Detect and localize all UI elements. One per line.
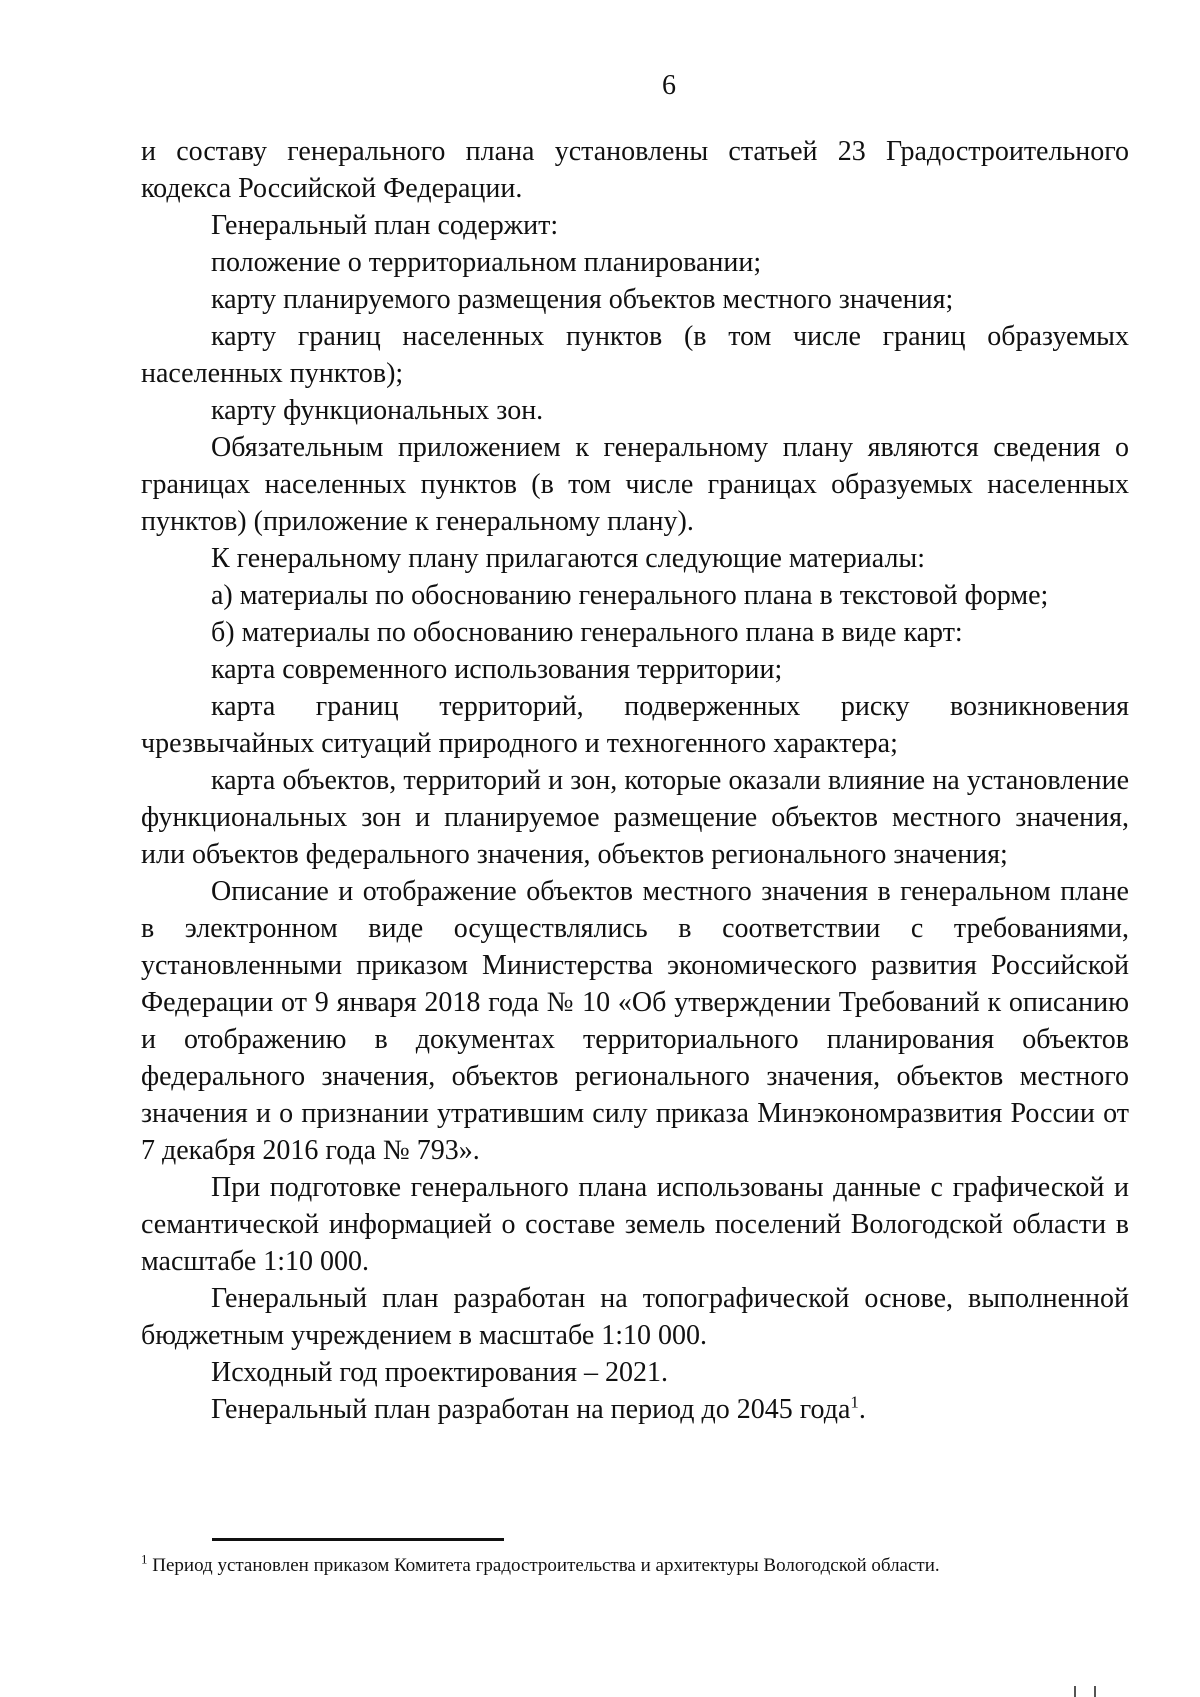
paragraph: Описание и отображение объектов местного значения в генеральном плане в электронном виде осуществлялись в соответствии с требованиями, установленными приказом Министерства экономического развития Российской Федерации от 9 января 2018 года № 10 «Об утверждении Требований к описанию и отображению в документах территориального планирования объектов федерального значения, объектов регионального значения, объектов местного значения и о признании утратившим силу приказа Минэкономразвития России от 7 декабря 2016 года № 793». — [141, 876, 1129, 1166]
footnote-separator — [212, 1538, 504, 1541]
paragraph: Генеральный план разработан на топографической основе, выполненной бюджетным учреждением в масштабе 1:10 000. — [141, 1283, 1129, 1351]
body-text — [141, 133, 1129, 1428]
footnote-reference: 1 — [850, 1392, 859, 1412]
paragraph: К генеральному плану прилагаются следующие материалы: — [211, 543, 926, 574]
list-item: положение о территориальном планировании; — [211, 247, 762, 278]
list-item: карта современного использования территории; — [211, 654, 783, 685]
list-item: карту функциональных зон. — [211, 395, 544, 426]
list-item: б) материалы по обоснованию генерального плана в виде карт: — [211, 617, 963, 648]
scan-edge-mark — [1074, 1686, 1096, 1697]
list-item: карту планируемого размещения объектов местного значения; — [211, 284, 954, 315]
paragraph — [141, 1391, 1129, 1428]
list-item: карта границ территорий, подверженных риску возникновения чрезвычайных ситуаций природного и техногенного характера; — [141, 691, 1129, 759]
paragraph: и составу генерального плана установлены статьей 23 Градостроительного кодекса Российской Федерации. — [141, 136, 1129, 204]
list-item: карта объектов, территорий и зон, которые оказали влияние на установление функциональных зон и планируемое размещение объектов местного значения, или объектов федерального значения, объектов регионального значения; — [141, 765, 1129, 870]
paragraph-end: . — [858, 1394, 866, 1425]
paragraph-text: Генеральный план разработан на период до 2045 года — [211, 1394, 851, 1425]
paragraph: Генеральный план содержит: — [211, 210, 559, 241]
paragraph: Обязательным приложением к генеральному плану являются сведения о границах населенных пунктов (в том числе границах образуемых населенных пунктов) (приложение к генеральному плану). — [141, 432, 1129, 537]
footnote — [141, 1553, 1141, 1579]
footnote-text: Период установлен приказом Комитета градостроительства и архитектуры Вологодской области. — [152, 1555, 940, 1576]
list-item: а) материалы по обоснованию генерального плана в текстовой форме; — [211, 580, 1049, 611]
paragraph: При подготовке генерального плана использованы данные с графической и семантической информацией о составе земель поселений Вологодской области в масштабе 1:10 000. — [141, 1172, 1129, 1277]
paragraph: Исходный год проектирования – 2021. — [211, 1357, 668, 1388]
list-item: карту границ населенных пунктов (в том числе границ образуемых населенных пунктов); — [141, 321, 1129, 389]
page-number: 6 — [662, 70, 676, 101]
footnote-marker: 1 — [141, 1551, 148, 1567]
